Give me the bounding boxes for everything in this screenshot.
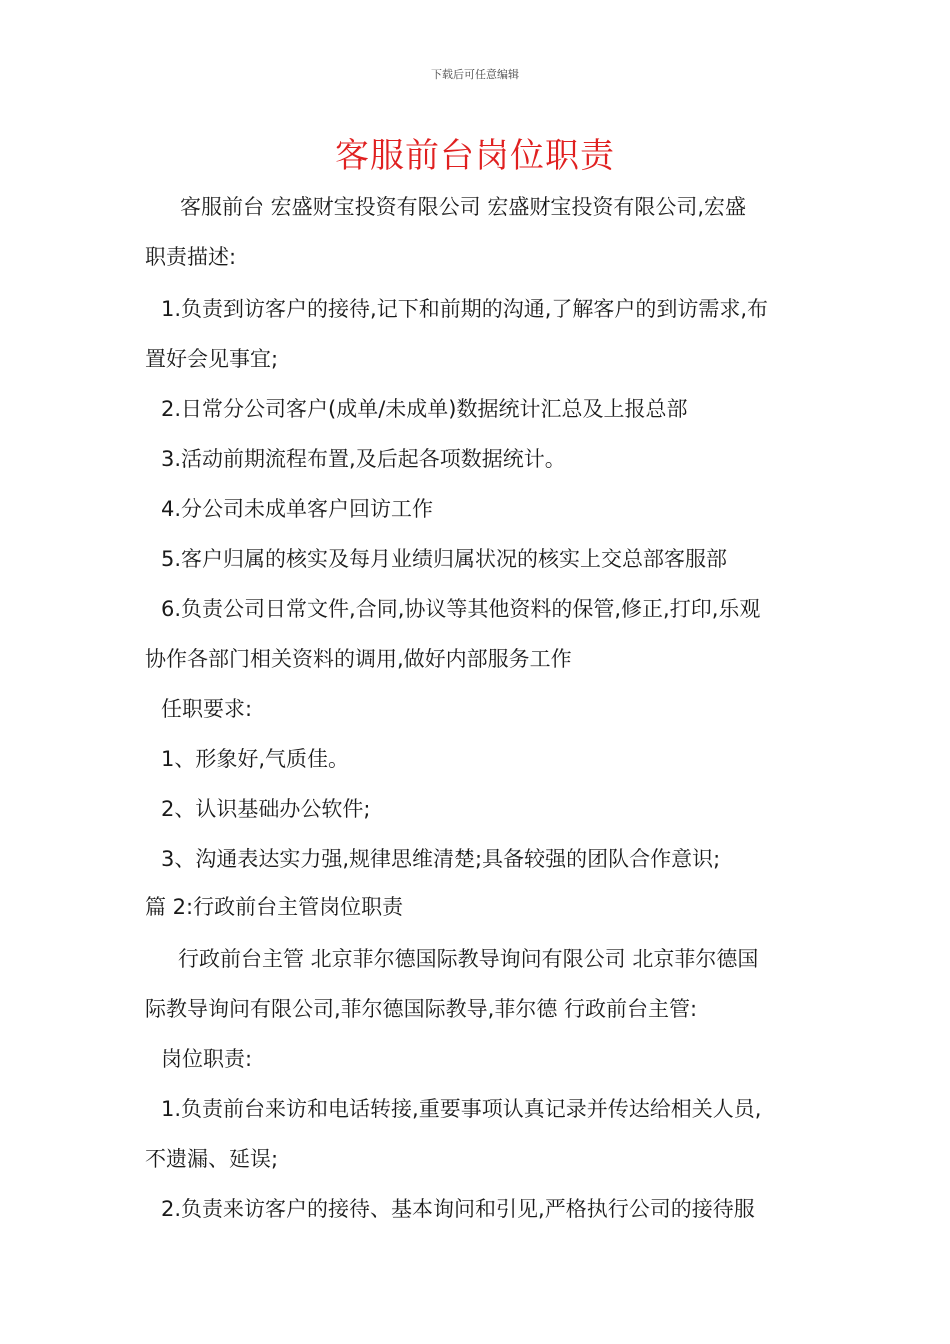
header-note: 下载后可任意编辑 [431,68,519,81]
paragraph-line: 4.分公司未成单客户回访工作 [161,497,434,521]
paragraph-line: 职责描述: [145,245,237,269]
paragraph-line: 1.负责前台来访和电话转接,重要事项认真记录并传达给相关人员, [161,1097,762,1121]
paragraph-line: 行政前台主管 北京菲尔德国际教导询问有限公司 北京菲尔德国 [178,947,759,971]
paragraph-line: 2、认识基础办公软件; [161,797,371,821]
section-heading: 篇 2:行政前台主管岗位职责 [145,895,404,919]
paragraph-line: 1、形象好,气质佳。 [161,747,350,771]
paragraph-line: 协作各部门相关资料的调用,做好内部服务工作 [145,647,572,671]
paragraph-line: 5.客户归属的核实及每月业绩归属状况的核实上交总部客服部 [161,547,728,571]
paragraph-line: 际教导询问有限公司,菲尔德国际教导,菲尔德 行政前台主管: [145,997,698,1021]
paragraph-line: 2.日常分公司客户(成单/未成单)数据统计汇总及上报总部 [161,397,688,421]
paragraph-line: 不遗漏、延误; [145,1147,279,1171]
paragraph-line: 6.负责公司日常文件,合同,协议等其他资料的保管,修正,打印,乐观 [161,597,761,621]
paragraph-line: 3.活动前期流程布置,及后起各项数据统计。 [161,447,566,471]
document-title: 客服前台岗位职责 [335,136,615,176]
paragraph-line: 任职要求: [161,697,253,721]
paragraph-line: 1.负责到访客户的接待,记下和前期的沟通,了解客户的到访需求,布 [161,297,769,321]
paragraph-line: 2.负责来访客户的接待、基本询问和引见,严格执行公司的接待服 [161,1197,755,1221]
paragraph-line: 岗位职责: [161,1047,253,1071]
paragraph-line: 客服前台 宏盛财宝投资有限公司 宏盛财宝投资有限公司,宏盛 [180,195,747,219]
paragraph-line: 3、沟通表达实力强,规律思维清楚;具备较强的团队合作意识; [161,847,721,871]
paragraph-line: 置好会见事宜; [145,347,279,371]
